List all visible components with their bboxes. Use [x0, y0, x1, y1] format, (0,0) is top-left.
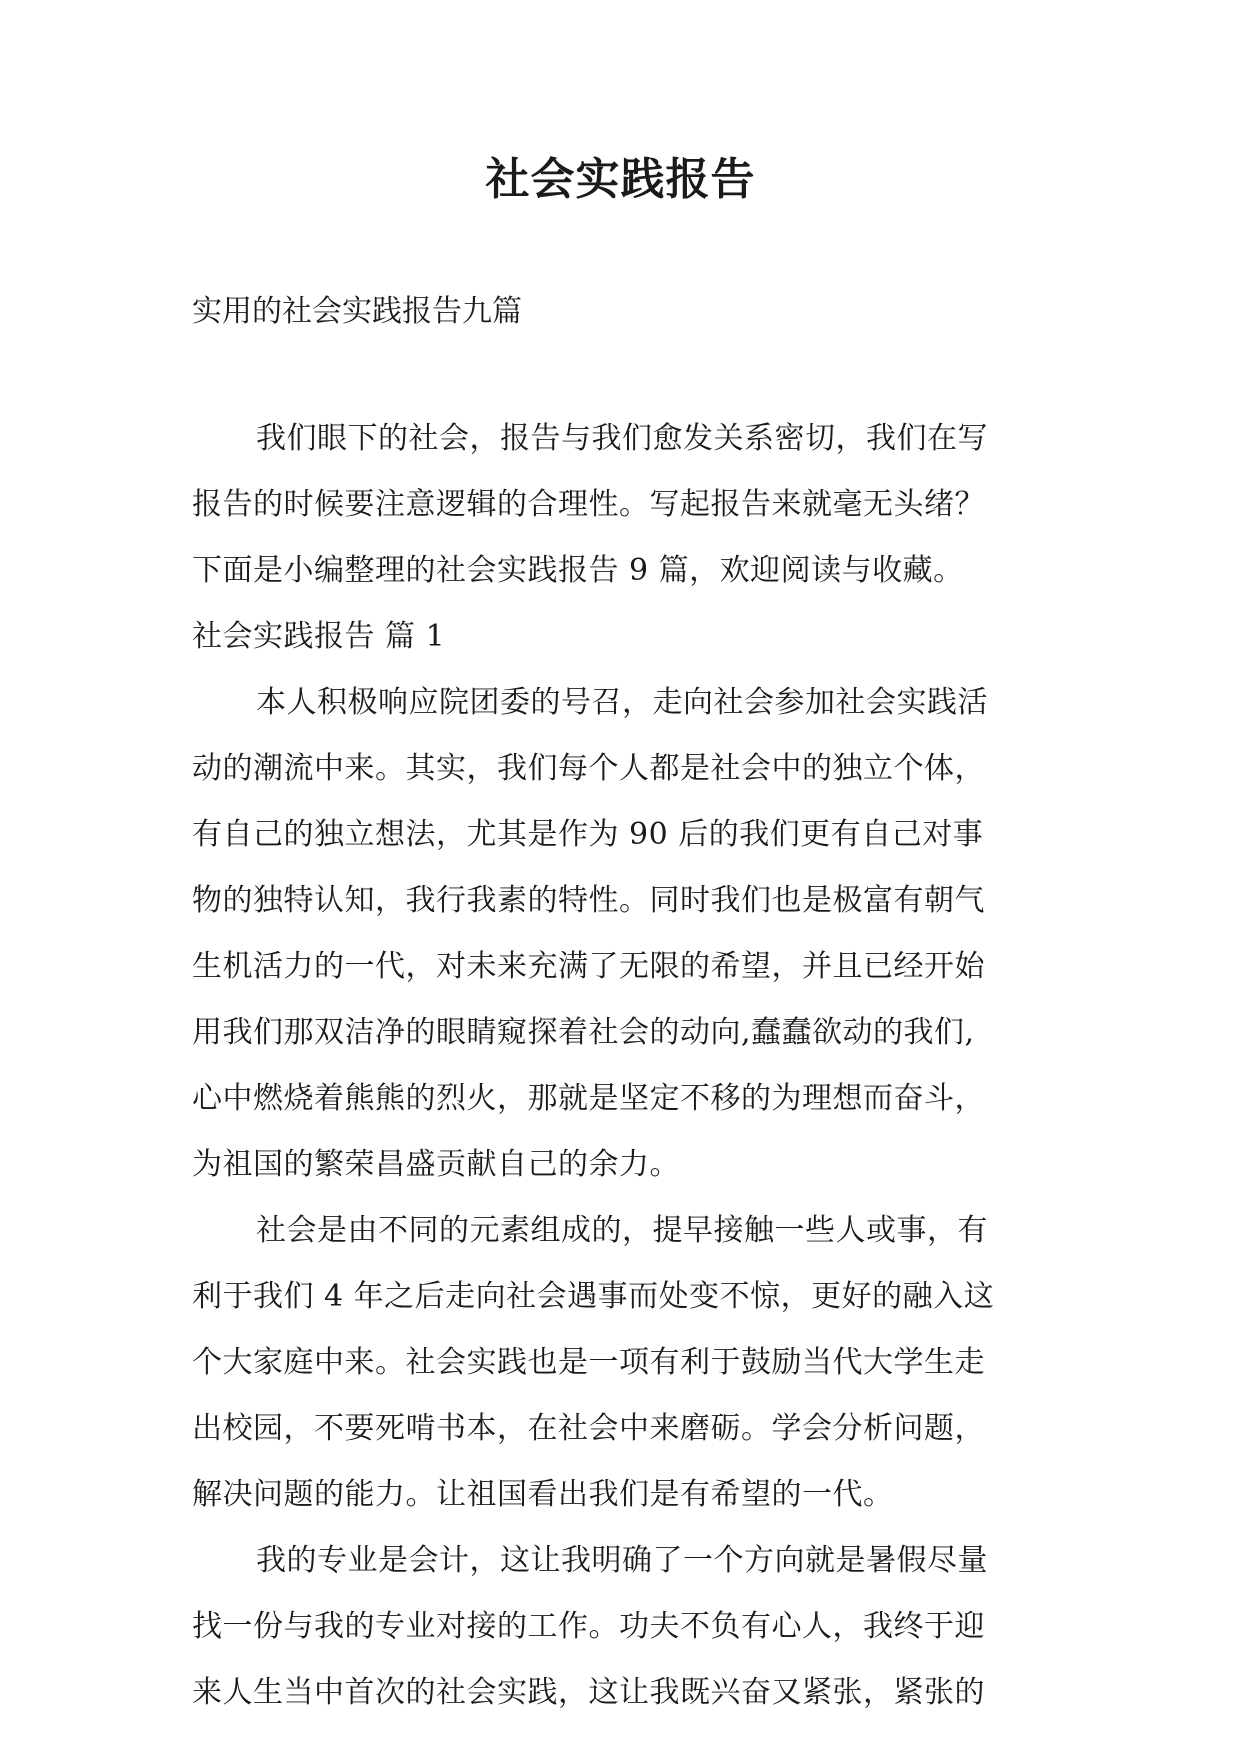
- paragraph-line: 报告的时候要注意逻辑的合理性。写起报告来就毫无头绪？: [192, 487, 985, 522]
- paragraph-line: 生机活力的一代，对未来充满了无限的希望，并且已经开始: [192, 949, 985, 984]
- paragraph-line: 本人积极响应院团委的号召，走向社会参加社会实践活: [256, 685, 988, 720]
- section-heading: 社会实践报告 篇 1: [192, 619, 446, 654]
- paragraph-line: 利于我们 4 年之后走向社会遇事而处变不惊，更好的融入这: [192, 1279, 995, 1314]
- paragraph-line: 下面是小编整理的社会实践报告 9 篇，欢迎阅读与收藏。: [192, 553, 964, 588]
- paragraph-line: 个大家庭中来。社会实践也是一项有利于鼓励当代大学生走: [192, 1345, 985, 1380]
- paragraph-line: 动的潮流中来。其实，我们每个人都是社会中的独立个体，: [192, 751, 985, 786]
- paragraph-line: 出校园，不要死啃书本，在社会中来磨砺。学会分析问题，: [192, 1411, 985, 1446]
- paragraph-line: 找一份与我的专业对接的工作。功夫不负有心人，我终于迎: [192, 1609, 985, 1644]
- paragraph-line: 社会是由不同的元素组成的，提早接触一些人或事，有: [256, 1213, 988, 1248]
- document-body: [192, 406, 1052, 1726]
- paragraph-line: 用我们那双洁净的眼睛窥探着社会的动向,蠢蠢欲动的我们,: [192, 1015, 975, 1050]
- paragraph-line: 为祖国的繁荣昌盛贡献自己的余力。: [192, 1147, 680, 1182]
- paragraph-line: 来人生当中首次的社会实践，这让我既兴奋又紧张，紧张的: [192, 1675, 985, 1710]
- document-subtitle: 实用的社会实践报告九篇: [192, 294, 522, 329]
- paragraph-line: 有自己的独立想法，尤其是作为 90 后的我们更有自己对事: [192, 817, 984, 852]
- paragraph-line: 物的独特认知，我行我素的特性。同时我们也是极富有朝气: [192, 883, 985, 918]
- paragraph-line: 心中燃烧着熊熊的烈火，那就是坚定不移的为理想而奋斗，: [192, 1081, 985, 1116]
- document-title: 社会实践报告: [485, 154, 756, 205]
- paragraph-line: 我们眼下的社会，报告与我们愈发关系密切，我们在写: [256, 421, 988, 456]
- paragraph-line: 我的专业是会计，这让我明确了一个方向就是暑假尽量: [256, 1543, 988, 1578]
- paragraph-line: 解决问题的能力。让祖国看出我们是有希望的一代。: [192, 1477, 894, 1512]
